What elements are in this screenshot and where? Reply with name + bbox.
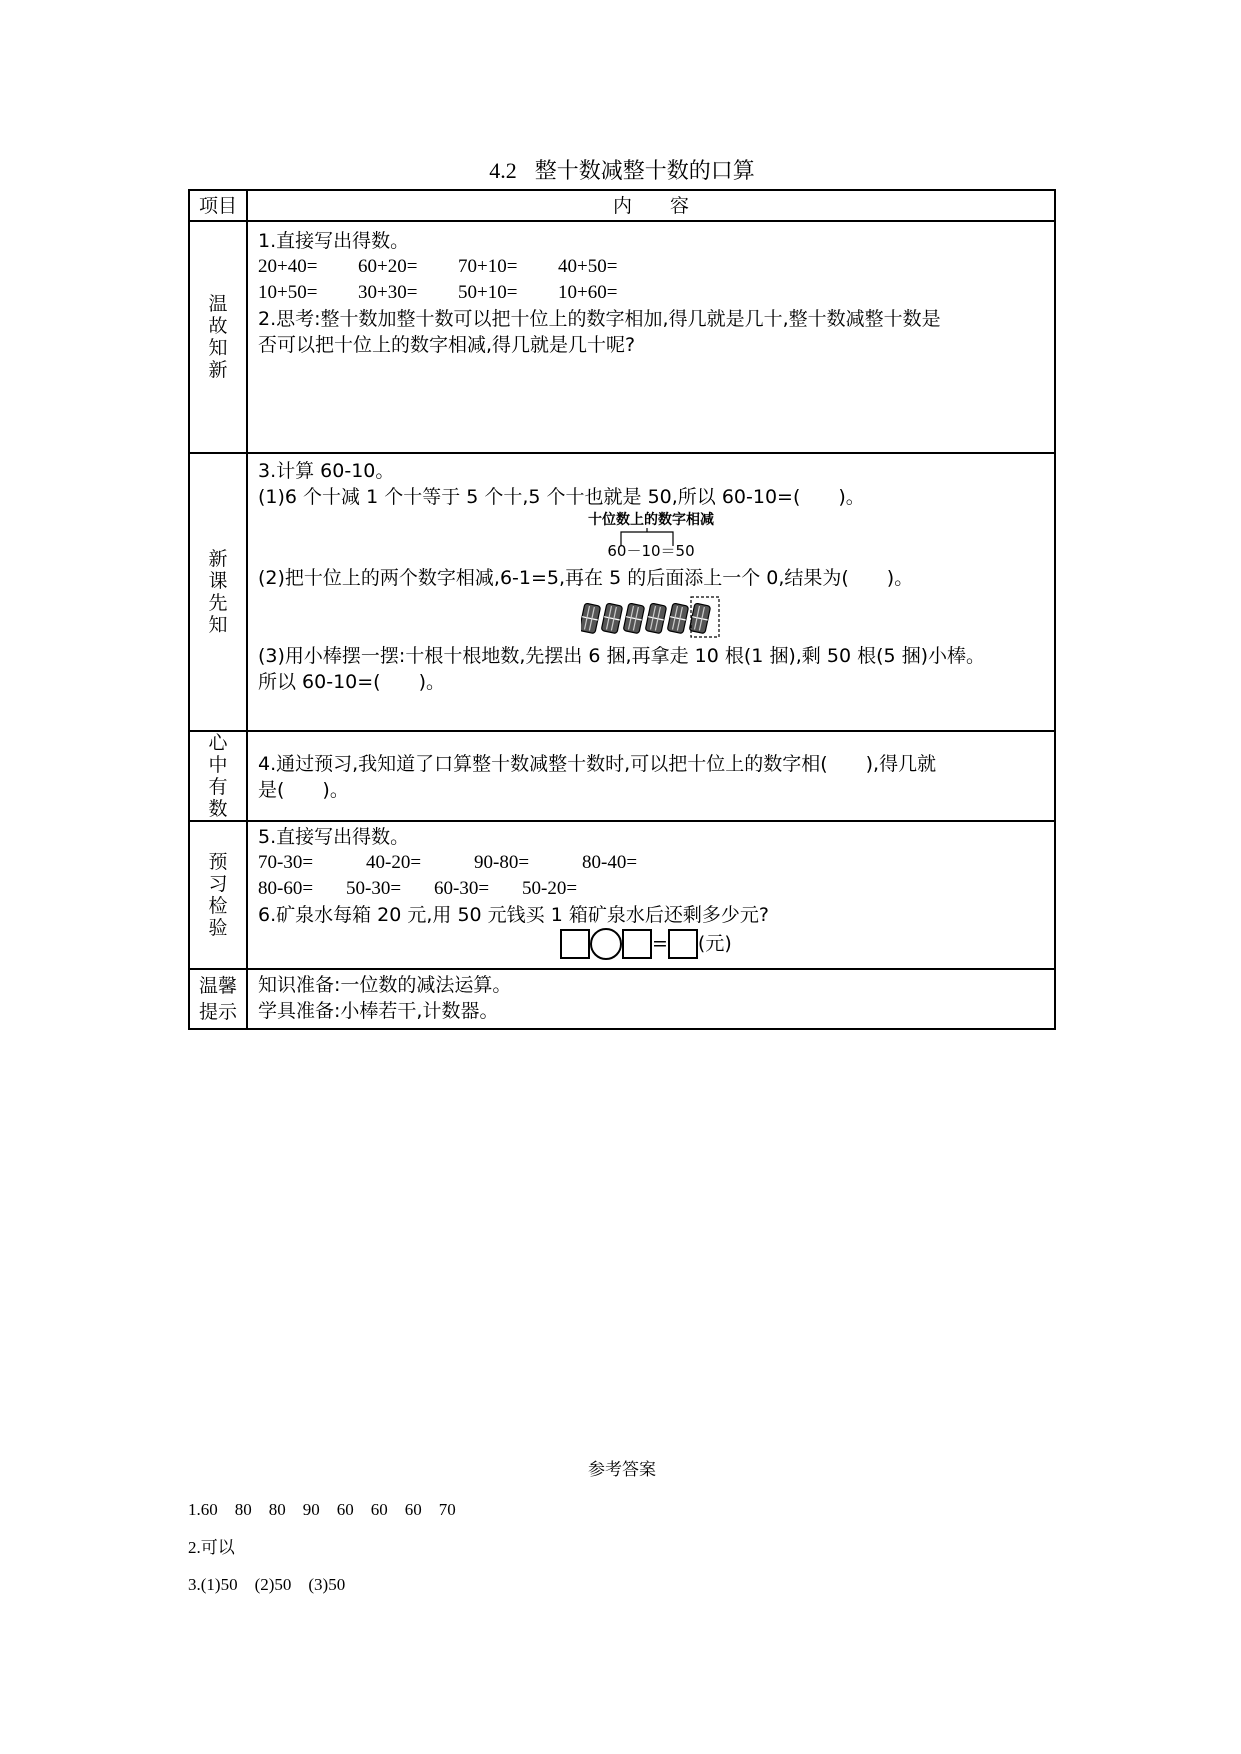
q1-row-2: 10+50= 30+30= 50+10= 10+60= [258,282,618,303]
q5-title: 5.直接写出得数。 [258,826,410,848]
answer-line-1: 1.60 80 80 90 60 60 60 70 [188,1500,456,1519]
title-number: 4.2 [489,158,517,183]
section-content-summary [247,731,1055,821]
section-tips-row [189,969,1055,1029]
section-content-review [247,221,1055,453]
answer-box-icon [668,929,698,959]
q2-line-2: 否可以把十位上的数字相减,得几就是几十呢? [258,334,636,356]
section-content-preview-check [247,821,1055,969]
q5-row-1: 70-30= 40-20= 90-80= 80-40= [258,852,638,873]
q3-title: 3.计算 60-10。 [258,460,395,482]
figure-caption: 十位数上的数字相减 [588,512,714,528]
page-title [188,158,1056,185]
stick-bundles-icon [581,595,721,639]
section-summary-row [189,731,1055,821]
section-label-preview-check: 预习检验 [189,821,247,969]
answer-line-2: 2.可以 [188,1538,235,1557]
section-label-tips: 温馨 提示 [189,969,247,1029]
answer-key [188,1455,1056,1594]
q6-text: 6.矿泉水每箱 20 元,用 50 元钱买 1 箱矿泉水后还剩多少元? [258,904,769,926]
q2-line-1: 2.思考:整十数加整十数可以把十位上的数字相加,得几就是几十,整十数减整十数是 [258,308,941,330]
tens-subtraction-figure [561,510,741,558]
section-content-tips [247,969,1055,1029]
section-review-row [189,221,1055,453]
tip-tools: 学具准备:小棒若干,计数器。 [258,1000,499,1022]
header-content-cell: 内 容 [247,190,1055,221]
worksheet-table [188,189,1056,1030]
q4-line-1: 4.通过预习,我知道了口算整十数减整十数时,可以把十位上的数字相( ),得几就 [258,753,937,775]
sticks-illustration [258,591,1044,643]
q4-line-2: 是( )。 [258,779,349,801]
q3-part-3: (3)用小棒摆一摆:十根十根地数,先摆出 6 捆,再拿走 10 根(1 捆),剩 50 根(5 捆)小棒。 [258,645,986,667]
operator-circle-icon [590,928,622,960]
tip-knowledge: 知识准备:一位数的减法运算。 [258,974,512,996]
q3-part-2: (2)把十位上的两个数字相减,6-1=5,再在 5 的后面添上一个 0,结果为( )。 [258,567,914,589]
table-header-row [189,190,1055,221]
section-content-new-lesson [247,453,1055,731]
answer-line-3: 3.(1)50 (2)50 (3)50 [188,1575,346,1594]
q1-row-1: 20+40= 60+20= 70+10= 40+50= [258,256,618,277]
subtraction-diagram [258,510,1044,565]
section-preview-check-row [189,821,1055,969]
figure-equation: 60－10＝50 [607,542,695,558]
q1-title: 1.直接写出得数。 [258,230,410,252]
q3-part-1: (1)6 个十减 1 个十等于 5 个十,5 个十也就是 50,所以 60-10=( )。 [258,486,865,508]
unit-label: (元) [697,932,732,955]
q3-part-4: 所以 60-10=( )。 [258,671,445,693]
answer-box-icon [560,929,590,959]
title-text: 整十数减整十数的口算 [534,159,755,184]
q6-equation-frame [258,928,1044,962]
answer-box-icon [622,929,652,959]
header-item-cell: 项目 [189,190,247,221]
section-label-review: 温故知新 [189,221,247,453]
q5-row-2: 80-60= 50-30= 60-30= 50-20= [258,878,578,899]
section-new-lesson-row [189,453,1055,731]
section-label-new-lesson: 新课先知 [189,453,247,731]
section-label-summary: 心中有数 [189,731,247,821]
answer-key-title: 参考答案 [588,1460,656,1480]
equals-sign: = [652,932,668,955]
